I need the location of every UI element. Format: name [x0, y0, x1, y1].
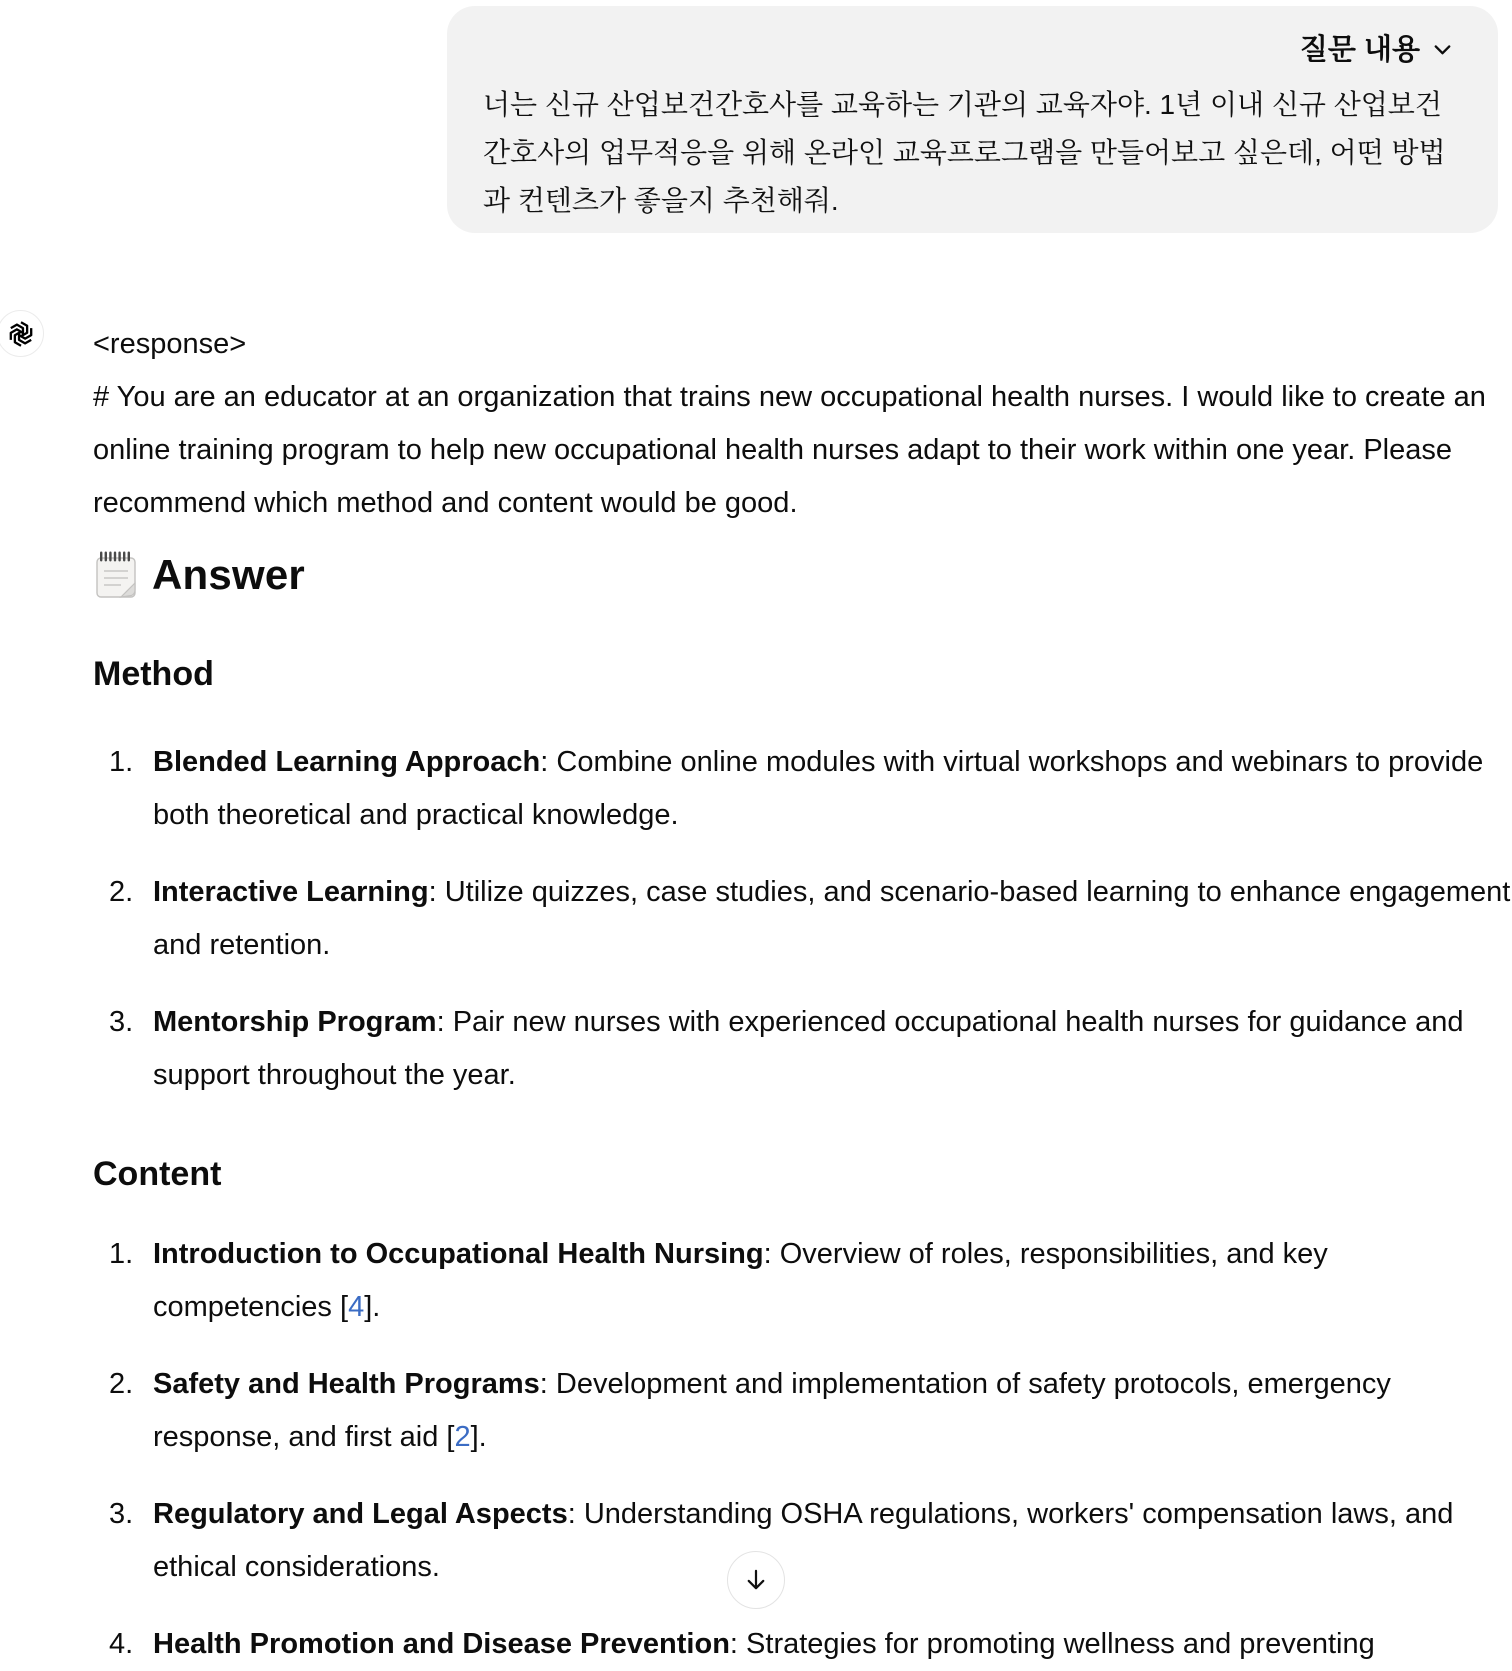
citation-bracket: ]. — [364, 1291, 381, 1323]
list-number: 3. — [109, 1498, 134, 1530]
response-open-tag: <response> — [93, 328, 247, 360]
question-text: 너는 신규 산업보건간호사를 교육하는 기관의 교육자야. 1년 이내 신규 산업보건간호사의 업무적응을 위해 온라인 교육프로그램을 만들어보고 싶은데, 어떤 방법과 컨텐츠가 좋을지 추천해줘. — [483, 89, 1446, 216]
list-number: 2. — [109, 1368, 134, 1400]
scroll-to-bottom-button[interactable] — [727, 1551, 785, 1609]
list-item-text: Utilize quizzes, case studies, and scenario-based learning to enhance engagement and retention. — [153, 876, 1511, 961]
list-item — [93, 996, 1512, 1102]
list-item-title: Safety and Health Programs — [153, 1368, 540, 1400]
list-item-text: Development and implementation of safety protocols, emergency response, and first aid — [153, 1368, 1391, 1453]
list-item-title: Health Promotion and Disease Prevention — [153, 1628, 730, 1660]
separator: : — [436, 1006, 453, 1038]
list-item — [93, 1488, 1512, 1594]
list-item — [93, 1358, 1512, 1464]
question-header-label: 질문 내용 — [1299, 34, 1420, 66]
list-number: 1. — [109, 1238, 134, 1270]
separator: : — [567, 1498, 584, 1530]
list-item-text: Overview of roles, responsibilities, and key competencies — [153, 1238, 1328, 1323]
citation-link[interactable]: 2 — [454, 1421, 471, 1453]
citation-bracket: ]. — [470, 1421, 487, 1453]
translated-question-paragraph: # You are an educator at an organization that trains new occupational health nurses. I would like to create an online training program to help new occupational health nurses adapt to their work within one year. Please recommend which method and content would be good. — [93, 381, 1486, 519]
separator: : — [729, 1628, 747, 1660]
content-heading: Content — [93, 1155, 222, 1193]
list-item — [93, 1618, 1512, 1671]
list-item-title: Blended Learning Approach — [153, 746, 541, 778]
citation-link[interactable]: 4 — [348, 1291, 365, 1323]
separator: : — [540, 746, 557, 778]
content-list — [93, 1228, 1512, 1671]
notepad-icon — [93, 550, 139, 600]
list-item-text: Combine online modules with virtual workshops and webinars to provide both theoretical and practical knowledge. — [153, 746, 1484, 831]
list-number: 2. — [109, 876, 134, 908]
separator: : — [428, 876, 445, 908]
openai-logo-icon — [6, 319, 36, 349]
list-item-title: Introduction to Occupational Health Nursing — [153, 1238, 764, 1270]
list-item — [93, 736, 1512, 842]
list-item-title: Mentorship Program — [153, 1006, 437, 1038]
citation-bracket: [ — [331, 1291, 349, 1323]
list-item-text: Strategies for promoting wellness and preventing — [746, 1628, 1375, 1660]
assistant-response — [93, 318, 1512, 1671]
user-message-bubble — [447, 6, 1498, 233]
list-item-text: Pair new nurses with experienced occupational health nurses for guidance and support throughout the year. — [153, 1006, 1464, 1091]
chevron-down-icon — [1429, 36, 1456, 63]
answer-heading — [93, 549, 1512, 601]
question-header-toggle[interactable] — [483, 27, 1456, 68]
citation-bracket: [ — [438, 1421, 455, 1453]
list-number: 1. — [109, 746, 134, 778]
answer-heading-label: Answer — [152, 551, 305, 598]
list-item-title: Regulatory and Legal Aspects — [153, 1498, 568, 1530]
list-item — [93, 866, 1512, 972]
list-number: 3. — [109, 1006, 134, 1038]
list-item-title: Interactive Learning — [153, 876, 429, 908]
list-item-text: Understanding OSHA regulations, workers' compensation laws, and ethical considerations. — [153, 1498, 1454, 1583]
arrow-down-icon — [742, 1566, 770, 1594]
assistant-avatar — [0, 310, 44, 357]
list-item — [93, 1228, 1512, 1334]
method-heading: Method — [93, 655, 214, 693]
separator: : — [763, 1238, 780, 1270]
method-list — [93, 736, 1512, 1102]
list-number: 4. — [109, 1628, 134, 1660]
separator: : — [539, 1368, 556, 1400]
